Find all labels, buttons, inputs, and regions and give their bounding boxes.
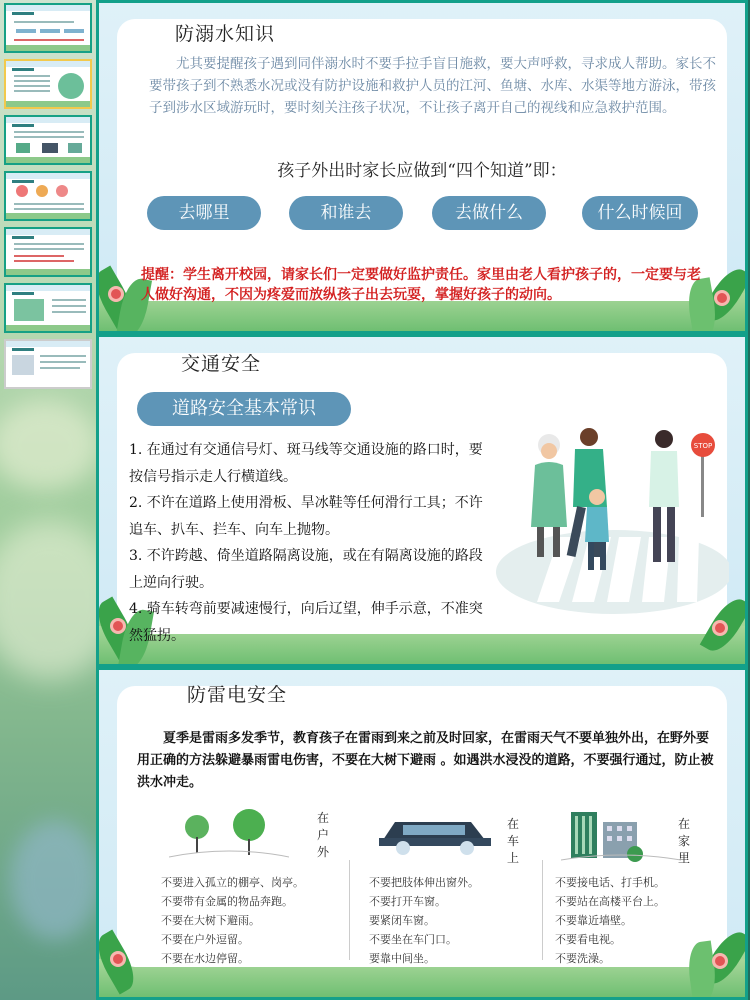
rule-item: 不要看电视。 bbox=[555, 933, 621, 946]
slide-title: 交通安全 bbox=[181, 353, 262, 375]
column-label-in-car: 在车上 bbox=[506, 817, 519, 865]
rule-item: 不要洗澡。 bbox=[555, 952, 610, 965]
drowning-paragraph: 尤其要提醒孩子遇到同伴溺水时不要手拉手盲目施救，要大声呼救，寻求成人帮助。家长不要带孩子到不熟悉水况或没有防护设施和救护人员的江河、鱼塘、水库、水渠等地方游泳，带孩子到涉水区域游玩时，要时刻关注孩子状况，不让孩子离开自己的视线和应急救护范围。 bbox=[149, 56, 716, 116]
slide-lightning-safety bbox=[96, 667, 748, 1000]
slide-thumbnail-2[interactable] bbox=[4, 59, 92, 109]
road-rule-item: 2. 不许在道路上使用滑板、旱冰鞋等任何滑行工具；不许追车、扒车、拦车、向车上抛物。 bbox=[129, 495, 483, 538]
in-car-rules-list bbox=[369, 873, 479, 968]
car-icon bbox=[375, 810, 495, 860]
slide-thumbnail-4[interactable] bbox=[4, 171, 92, 221]
stop-sign-label: STOP bbox=[693, 442, 713, 450]
pill-with-whom: 和谁去 bbox=[289, 196, 403, 230]
crosswalk-illustration bbox=[489, 417, 729, 617]
slide-title: 防溺水知识 bbox=[175, 23, 276, 45]
flower-decoration bbox=[111, 289, 121, 299]
slide-thumbnail-panel bbox=[0, 0, 96, 1000]
road-rule-item: 1. 在通过有交通信号灯、斑马线等交通设施的路口时，要按信号指示走人行横道线。 bbox=[129, 442, 483, 485]
rule-item: 不要带有金属的物品奔跑。 bbox=[161, 895, 293, 908]
column-label-at-home: 在家里 bbox=[677, 817, 690, 865]
at-home-rules-list bbox=[555, 873, 665, 968]
pill-where: 去哪里 bbox=[147, 196, 261, 230]
flower-decoration bbox=[715, 956, 725, 966]
column-label-outdoor: 在户外 bbox=[316, 811, 329, 859]
road-rule-item: 4. 骑车转弯前要减速慢行，向后辽望，伸手示意，不准突然猛拐。 bbox=[129, 601, 483, 644]
road-rules-list bbox=[129, 437, 489, 649]
rule-item: 不要在户外逗留。 bbox=[161, 933, 249, 946]
rule-item: 不要站在高楼平台上。 bbox=[555, 895, 665, 908]
rule-item: 不要在水边停留。 bbox=[161, 952, 249, 965]
slide-thumbnail-1[interactable] bbox=[4, 3, 92, 53]
road-safety-section-pill: 道路安全基本常识 bbox=[137, 392, 351, 426]
parent-reminder-text: 提醒：学生离开校园，请家长们一定要做好监护责任。家里由老人看护孩子的，一定要与老人做好沟通，不因为疼爱而放纵孩子出去玩耍，掌握好孩子的动向。 bbox=[141, 267, 701, 303]
rule-item: 不要打开车窗。 bbox=[369, 895, 446, 908]
road-rule-item: 3. 不许跨越、倚坐道路隔离设施，或在有隔离设施的路段上逆向行驶。 bbox=[129, 548, 483, 591]
rule-item: 不要接电话、打手机。 bbox=[555, 876, 665, 889]
rule-item: 不要靠近墙壁。 bbox=[555, 914, 632, 927]
slide-title: 防雷电安全 bbox=[187, 684, 288, 706]
flower-decoration bbox=[715, 623, 725, 633]
slide-traffic-safety bbox=[96, 334, 748, 667]
flower-decoration bbox=[113, 954, 123, 964]
lightning-paragraph: 夏季是雷雨多发季节，教育孩子在雷雨到来之前及时回家，在雷雨天气不要单独外出，在野外要用正确的方法躲避暴雨雷电伤害，不要在大树下避雨 。如遇洪水浸没的道路，不要强行通过，防止被洪水冲走。 bbox=[137, 731, 714, 790]
rule-item: 要靠中间坐。 bbox=[369, 952, 435, 965]
tree-icon bbox=[169, 805, 289, 860]
rule-item: 要紧闭车窗。 bbox=[369, 914, 435, 927]
pill-what: 去做什么 bbox=[432, 196, 546, 230]
flower-decoration bbox=[113, 621, 123, 631]
rule-item: 不要把肢体伸出窗外。 bbox=[369, 876, 479, 889]
rule-item: 不要进入孤立的棚亭、岗亭。 bbox=[161, 876, 304, 889]
slide-drowning-safety bbox=[96, 0, 748, 334]
slide-thumbnail-3[interactable] bbox=[4, 115, 92, 165]
pill-when-back: 什么时候回 bbox=[582, 196, 698, 230]
slide-thumbnail-6[interactable] bbox=[4, 283, 92, 333]
flower-decoration bbox=[717, 293, 727, 303]
four-knows-heading: 孩子外出时家长应做到“四个知道”即： bbox=[277, 161, 567, 181]
slide-thumbnail-5[interactable] bbox=[4, 227, 92, 277]
rule-item: 不要在大树下避雨。 bbox=[161, 914, 260, 927]
building-icon bbox=[561, 808, 681, 863]
slide-thumbnail-7[interactable] bbox=[4, 339, 92, 389]
rule-item: 不要坐在车门口。 bbox=[369, 933, 457, 946]
outdoor-rules-list bbox=[161, 873, 304, 968]
